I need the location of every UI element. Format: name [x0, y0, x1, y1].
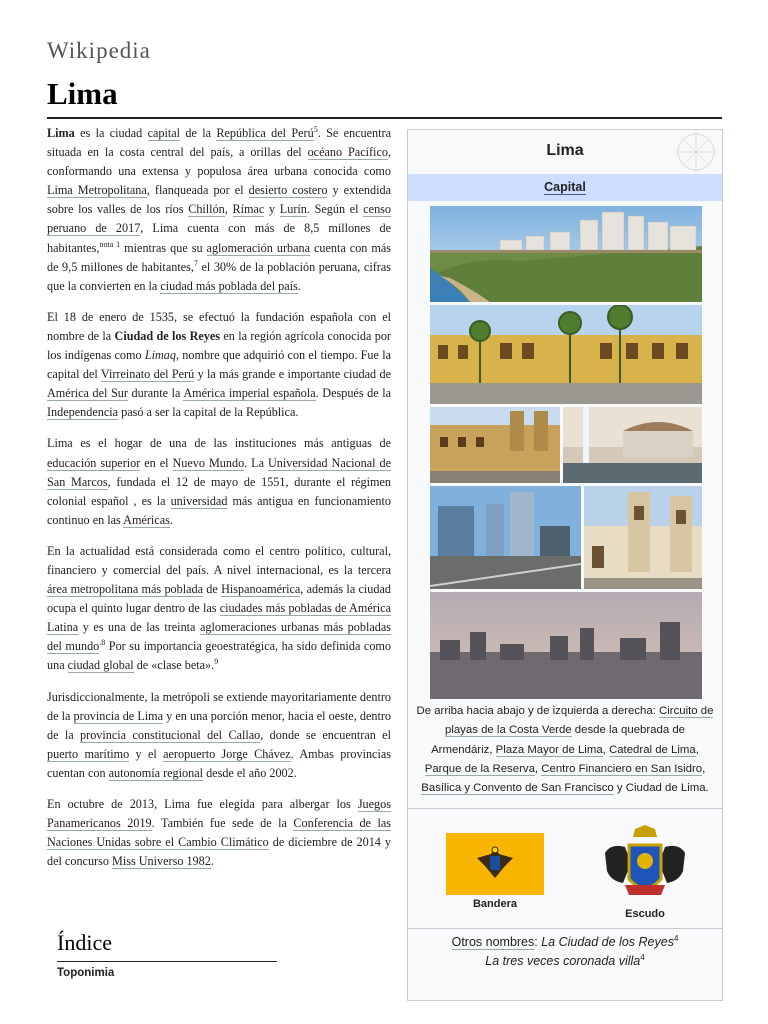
parque-reserva-image — [563, 407, 702, 483]
san-francisco-photo[interactable] — [584, 486, 702, 589]
article-link[interactable]: aglomeración urbana — [206, 240, 311, 255]
text-run: , — [702, 762, 706, 775]
catedral-image — [430, 407, 560, 483]
coat-of-arms-emblem — [601, 823, 689, 913]
compass-icon — [656, 130, 716, 172]
plaza-mayor-photo[interactable] — [430, 305, 702, 404]
text-run: . Se encuentra situada en la costa central del país, a orillas del — [47, 126, 391, 160]
article-link[interactable]: Catedral de Lima — [609, 743, 696, 756]
paragraph-6 — [47, 795, 391, 871]
text-run: . — [169, 512, 173, 527]
article-link[interactable]: Lurín — [279, 202, 307, 217]
costa-verde-image — [430, 206, 702, 302]
article-body — [47, 124, 391, 883]
article-link[interactable]: puerto marítimo — [47, 746, 130, 761]
text-run: , — [695, 743, 699, 756]
article-link[interactable]: Conferencia de las Naciones Unidas sobre el Cambio Climático — [47, 816, 392, 850]
article-link[interactable]: océano Pacífico — [307, 145, 388, 160]
article-link[interactable]: ciudades más pobladas de América Latina — [47, 601, 391, 635]
paragraph-1 — [47, 124, 391, 296]
article-link[interactable]: Américas — [123, 512, 170, 527]
reference-note[interactable]: 9 — [214, 657, 219, 667]
reference-note[interactable]: nota 1 — [99, 239, 121, 249]
other-names-row — [412, 933, 718, 971]
other-names-line-1: Otros nombres: La Ciudad de los Reyes$^4$ — [451, 933, 679, 949]
other-name-2: La tres veces coronada villa — [485, 954, 641, 968]
infobox-title — [408, 130, 722, 172]
infobox-separator-2 — [408, 928, 722, 929]
text-run: en la región agrícola conocida por los indígenas como — [47, 328, 391, 363]
city-skyline-photo[interactable] — [430, 592, 702, 699]
article-link[interactable]: ciudad global — [67, 658, 134, 673]
san-isidro-photo[interactable] — [430, 486, 581, 589]
text-run: más antigua en funcionamiento continuo en las — [47, 493, 391, 527]
text-run: , además la ciudad ocupa el quinto lugar dentro de las — [47, 582, 391, 616]
text-run: y la más grande e importante ciudad de — [194, 367, 391, 382]
text-run: . Después de la — [315, 386, 392, 401]
italic-text: Limaq — [144, 348, 176, 363]
text-run: Lima es el hogar de una de las instituciones más antiguas de — [47, 436, 391, 451]
text-run: de «clase beta». — [133, 658, 215, 673]
text-run: , donde se encuentran el — [260, 727, 391, 742]
article-link[interactable]: desierto costero — [248, 183, 328, 198]
text-run: . La — [244, 455, 268, 470]
paragraph-4 — [47, 542, 391, 676]
city-skyline-image — [430, 592, 702, 699]
article-link[interactable]: provincia de Lima — [73, 708, 164, 723]
article-link[interactable]: Virreinato del Perú — [100, 367, 195, 382]
article-link[interactable]: Plaza Mayor de Lima — [495, 743, 603, 756]
article-link[interactable]: aglomeraciones urbanas más pobladas del mundo — [47, 620, 391, 654]
infobox-separator-1 — [408, 808, 722, 809]
bold-text: Lima — [47, 126, 75, 140]
shield-label[interactable]: Escudo — [625, 908, 665, 920]
text-run: , conformando una extensa y populosa área urbana conocida como — [47, 145, 391, 179]
flag-label[interactable]: Bandera — [472, 898, 518, 910]
text-run: , — [602, 743, 609, 756]
article-link[interactable]: Juegos Panamericanos 2019 — [47, 797, 391, 831]
text-run: de la — [180, 126, 217, 140]
text-run: . — [297, 278, 301, 293]
article-link[interactable]: Nuevo Mundo — [172, 455, 245, 470]
ref-4b[interactable]: 4 — [640, 952, 645, 962]
other-names-label[interactable]: Otros nombres — [451, 935, 535, 949]
article-link[interactable]: universidad — [170, 493, 228, 508]
text-run: En la actualidad está considerada como el centro político, cultural, financiero y comercial del país. A nivel internacional, es la tercera — [47, 543, 391, 577]
article-link[interactable]: Hispanoamérica — [221, 582, 301, 597]
article-link[interactable]: Centro Financiero en San Isidro — [541, 762, 703, 775]
article-link[interactable]: Miss Universo 1982 — [111, 854, 211, 869]
text-run: y — [264, 202, 280, 217]
text-run: y es una de las treinta — [78, 620, 201, 635]
toc-heading: Índice — [57, 930, 112, 955]
text-run: de diciembre de 2014 y del concurso — [47, 835, 391, 869]
catedral-photo[interactable] — [430, 407, 560, 483]
text-run: pasó a ser la capital de la República. — [118, 405, 299, 420]
text-run: mientras que su — [120, 240, 207, 255]
parque-reserva-photo[interactable] — [563, 407, 702, 483]
bandera-flag[interactable] — [446, 833, 544, 895]
text-run: y Ciudad de Lima. — [613, 782, 709, 795]
text-run: . Ambas provincias cuentan con — [47, 746, 392, 780]
article-link[interactable]: capital — [147, 126, 181, 140]
text-run: El 18 de enero de 1535, se efectuó la fundación española con el nombre de la — [47, 309, 391, 343]
paragraph-3 — [47, 434, 391, 529]
article-link[interactable]: Parque de la Reserva — [424, 762, 535, 775]
reference-note[interactable]: 7 — [193, 258, 198, 268]
text-run: , Lima cuenta con más de 8,5 millones de habitantes, — [47, 221, 391, 255]
other-name-1: La Ciudad de los Reyes — [541, 935, 674, 949]
article-link[interactable]: Rímac — [232, 202, 265, 217]
capital-link[interactable]: Capital — [544, 180, 586, 194]
article-link[interactable]: Circuito de playas de la Costa Verde — [444, 705, 714, 737]
infobox — [407, 129, 723, 1001]
text-run: . — [210, 854, 214, 869]
text-run: y extendida sobre los valles de los ríos — [47, 183, 391, 217]
article-link[interactable]: aeropuerto Jorge Chávez — [163, 746, 291, 761]
text-run: y el — [129, 746, 164, 761]
article-link[interactable]: área metropolitana más poblada — [47, 582, 204, 597]
article-link[interactable]: provincia constitucional del Callao — [80, 727, 261, 742]
text-run: de — [203, 582, 222, 597]
title-divider — [47, 117, 722, 119]
text-run: , nombre que adquirió con el tiempo. Fue la capital del — [47, 348, 391, 382]
text-run: , — [224, 202, 233, 217]
escudo-shield[interactable] — [601, 823, 689, 913]
san-isidro-image — [430, 486, 581, 589]
text-run: el 30% de la población peruana, cifras que la convierten en la — [47, 259, 391, 293]
text-run: De arriba hacia abajo y de izquierda a derecha: — [416, 705, 660, 717]
paragraph-5 — [47, 688, 391, 783]
bold-text: Ciudad de los Reyes — [114, 328, 221, 343]
ref-4[interactable]: 4 — [673, 933, 679, 943]
reference-note[interactable]: 5 — [313, 124, 318, 134]
paragraph-2 — [47, 308, 391, 423]
costa-verde-photo[interactable] — [430, 206, 702, 302]
text-run: desde la quebrada de Armendáriz, — [431, 724, 686, 756]
text-run: , — [534, 762, 542, 775]
text-run: . También fue sede de la — [151, 816, 294, 831]
san-francisco-image — [584, 486, 702, 589]
collage-caption — [416, 702, 714, 798]
infobox-type-band — [408, 174, 722, 201]
text-run: y en una porción menor, hacia el oeste, dentro de la — [47, 708, 391, 742]
text-run: , flanqueada por el — [146, 183, 249, 198]
article-link[interactable]: América imperial española — [183, 386, 316, 401]
text-run: Por su importancia geoestratégica, ha sido definida como una — [47, 639, 392, 673]
article-link[interactable]: educación superior — [47, 455, 141, 470]
toc-item-toponimia[interactable]: Toponimia — [57, 967, 115, 979]
article-link[interactable]: América del Sur — [47, 386, 128, 401]
page-title: Lima — [47, 76, 118, 111]
reference-note[interactable]: .8 — [99, 638, 106, 648]
plaza-mayor-image — [430, 305, 702, 404]
article-link[interactable]: Universidad Nacional de San Marcos — [47, 455, 391, 489]
wikipedia-logo[interactable]: Wikipedia — [47, 38, 151, 63]
text-run: durante la — [127, 386, 184, 401]
article-link[interactable]: Basílica y Convento de San Francisco — [421, 782, 614, 795]
article-link[interactable]: República del Perú — [216, 126, 314, 140]
flag-eagle-emblem — [446, 833, 544, 895]
article-link[interactable]: ciudad más poblada del país — [160, 278, 298, 293]
text-run: en el — [140, 455, 173, 470]
article-link[interactable]: autonomía regional — [108, 765, 204, 780]
article-link[interactable]: censo peruano de 2017 — [47, 202, 391, 236]
text-run: Jurisdiccionalmente, la metrópoli se extiende mayoritariamente dentro de la — [47, 689, 391, 723]
text-run: cuenta con más de 9,5 millones de habitantes, — [47, 240, 392, 274]
text-run: En octubre de 2013, Lima fue elegida para albergar los — [47, 797, 358, 811]
photo-collage[interactable] — [430, 206, 702, 699]
text-run: , fundada el 12 de mayo de 1551, durante el régimen colonial español , es la — [47, 474, 391, 508]
text-run: desde el año 2002. — [203, 765, 297, 780]
toc-divider — [57, 961, 277, 962]
other-names-line-2 — [412, 952, 718, 971]
infobox-title-text: Lima — [546, 142, 584, 159]
article-link[interactable]: Lima Metropolitana — [47, 183, 147, 198]
text-run: es la ciudad — [74, 126, 148, 140]
article-link[interactable]: Independencia — [47, 405, 119, 420]
article-link[interactable]: Chillón — [188, 202, 225, 217]
text-run: . Según el — [306, 202, 364, 217]
